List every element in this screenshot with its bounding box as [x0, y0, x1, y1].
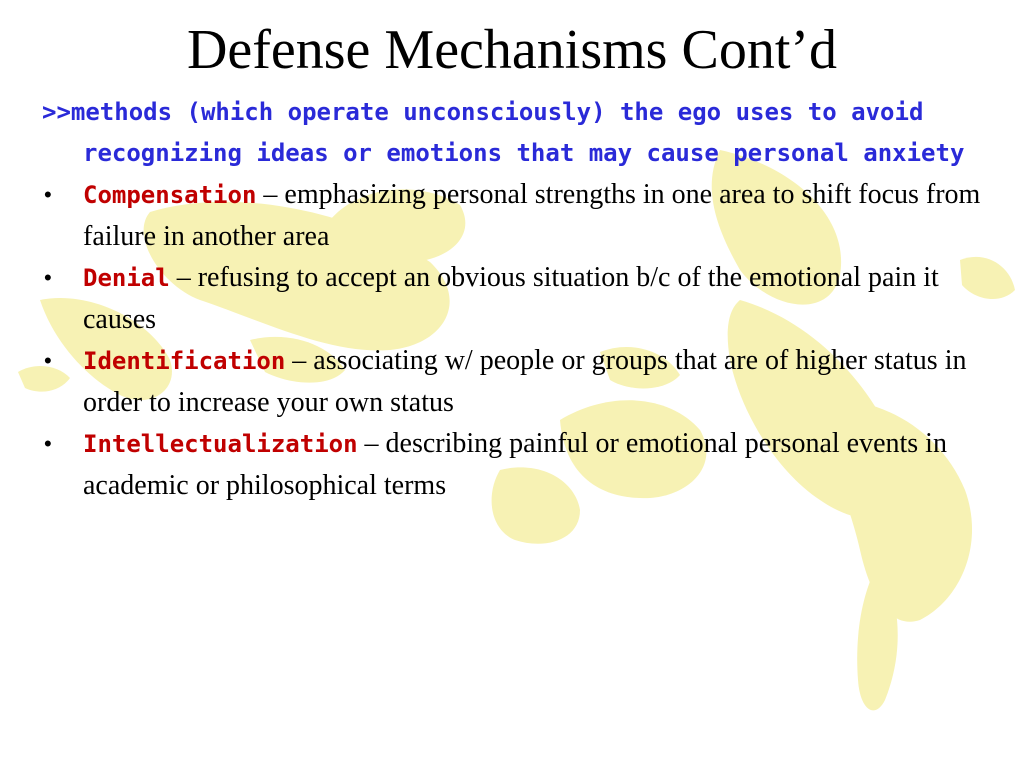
bullet-dot-icon: •	[44, 182, 52, 207]
term-definition: – describing painful or emotional personal events in academic or philosophical terms	[83, 428, 947, 501]
term-definition: – refusing to accept an obvious situation b/c of the emotional pain it causes	[83, 262, 939, 335]
bullet-item-intellectualization	[42, 423, 1010, 506]
bullet-item-compensation	[42, 174, 1010, 257]
term-label: Denial	[83, 264, 170, 292]
bullet-item-identification	[42, 340, 1010, 423]
slide-title: Defense Mechanisms Cont’d	[186, 19, 838, 81]
term-label: Intellectualization	[83, 430, 358, 458]
term-label: Identification	[83, 347, 286, 375]
term-definition: – associating w/ people or groups that are of higher status in order to increase your own status	[83, 345, 967, 418]
intro-text: >>methods (which operate unconsciously) the ego uses to avoid recognizing ideas or emotions that may cause personal anxiety	[42, 98, 965, 167]
bullet-list	[42, 174, 1010, 506]
term-definition: – emphasizing personal strengths in one area to shift focus from failure in another area	[83, 179, 981, 252]
bullet-dot-icon: •	[44, 431, 52, 456]
bullet-item-denial	[42, 257, 1010, 340]
bullet-dot-icon: •	[44, 348, 52, 373]
term-label: Compensation	[83, 181, 257, 209]
bullet-dot-icon: •	[44, 265, 52, 290]
slide-content	[42, 92, 1010, 506]
